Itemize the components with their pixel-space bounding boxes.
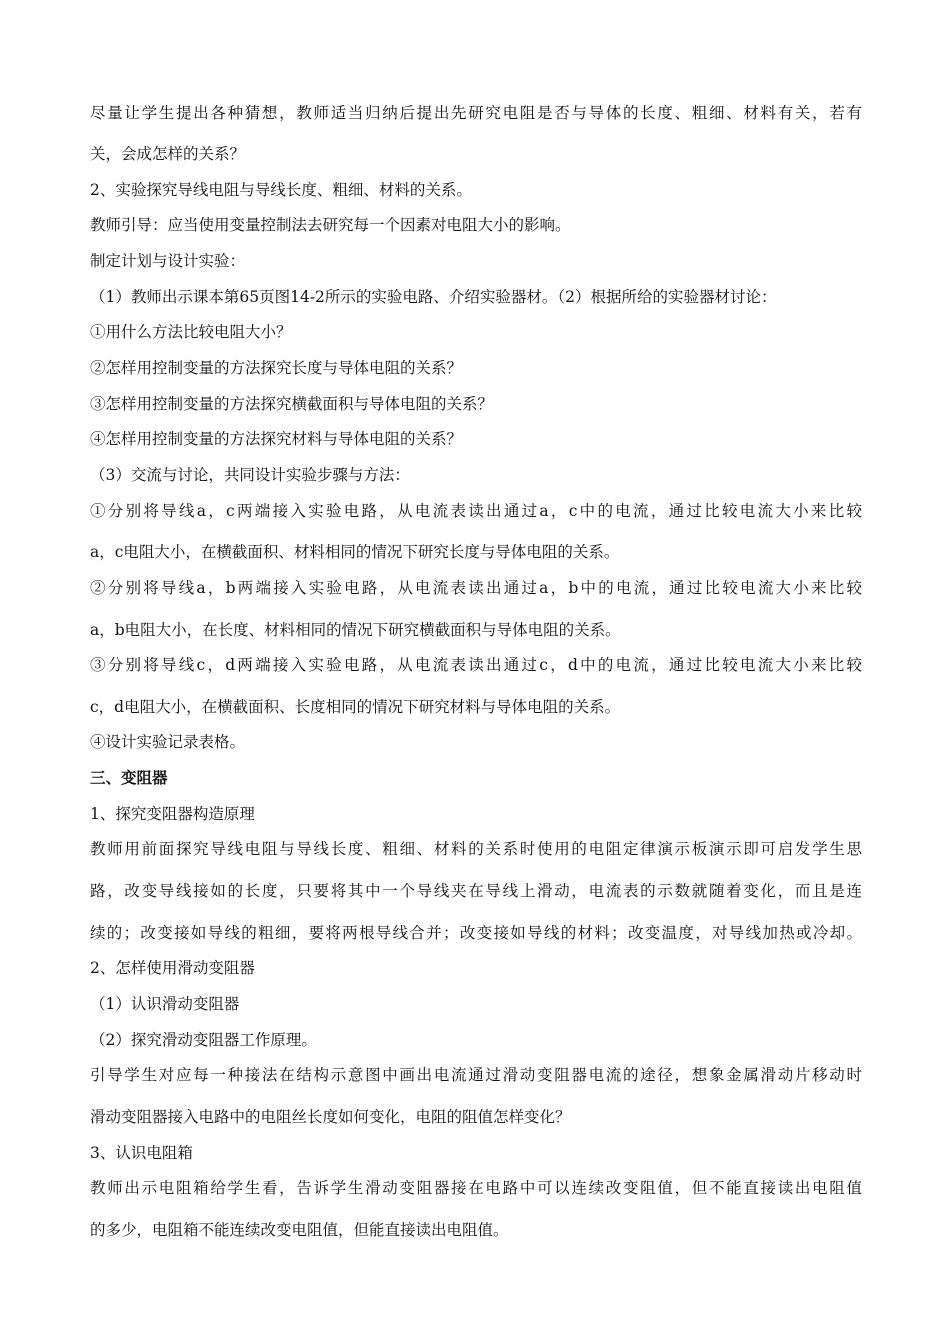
paragraph-line: 制定计划与设计实验：: [90, 252, 246, 270]
section-item: 1、探究变阻器构造原理: [90, 805, 255, 823]
paragraph-line: a，b电阻大小，在长度、材料相同的情况下研究横截面积与导体电阻的关系。: [90, 621, 621, 639]
paragraph-line: 教师出示电阻箱给学生看，告诉学生滑动变阻器接在电路中可以连续改变阻值，但不能直接读出电阻值: [90, 1179, 862, 1197]
list-item: ②分别将导线a，b两端接入实验电路，从电流表读出通过a，b中的电流，通过比较电流大小来比较: [90, 579, 862, 597]
list-item: ②怎样用控制变量的方法探究长度与导体电阻的关系？: [90, 359, 463, 377]
paragraph-line: （1）认识滑动变阻器: [90, 995, 240, 1013]
section-item: 2、实验探究导线电阻与导线长度、粗细、材料的关系。: [90, 181, 472, 199]
paragraph-line: 关，会成怎样的关系？: [90, 145, 246, 163]
section-item: 3、认识电阻箱: [90, 1144, 193, 1162]
list-item: ④设计实验记录表格。: [90, 733, 246, 751]
section-item: 2、怎样使用滑动变阻器: [90, 959, 255, 977]
list-item: ③怎样用控制变量的方法探究横截面积与导体电阻的关系？: [90, 395, 494, 413]
list-item: ①用什么方法比较电阻大小？: [90, 323, 292, 341]
paragraph-line: 的多少，电阻箱不能连续改变电阻值，但能直接读出电阻值。: [90, 1221, 509, 1239]
paragraph-line: （3）交流与讨论，共同设计实验步骤与方法：: [90, 466, 410, 484]
paragraph-line: a，c电阻大小，在横截面积、材料相同的情况下研究长度与导体电阻的关系。: [90, 543, 620, 561]
paragraph-line: 尽量让学生提出各种猜想，教师适当归纳后提出先研究电阻是否与导体的长度、粗细、材料有关，若有: [90, 104, 862, 122]
paragraph-line: 续的；改变接如导线的粗细，要将两根导线合并；改变接如导线的材料；改变温度，对导线加热或冷却。: [90, 924, 862, 942]
paragraph-line: （2）探究滑动变阻器工作原理。: [90, 1031, 317, 1049]
paragraph-line: 教师引导：应当使用变量控制法去研究每一个因素对电阻大小的影响。: [90, 216, 571, 234]
list-item: ③分别将导线c，d两端接入实验电路，从电流表读出通过c，d中的电流，通过比较电流大小来比较: [90, 656, 862, 674]
paragraph-line: 引导学生对应每一种接法在结构示意图中画出电流通过滑动变阻器电流的途径，想象金属滑动片移动时: [90, 1066, 862, 1084]
paragraph-line: c，d电阻大小，在横截面积、长度相同的情况下研究材料与导体电阻的关系。: [90, 698, 621, 716]
paragraph-line: 路，改变导线接如的长度，只要将其中一个导线夹在导线上滑动，电流表的示数就随着变化，而且是连: [90, 882, 862, 900]
list-item: ①分别将导线a，c两端接入实验电路，从电流表读出通过a，c中的电流，通过比较电流大小来比较: [90, 502, 862, 520]
paragraph-line: 教师用前面探究导线电阻与导线长度、粗细、材料的关系时使用的电阻定律演示板演示即可启发学生思: [90, 840, 862, 858]
paragraph-line: 滑动变阻器接入电路中的电阻丝长度如何变化，电阻的阻值怎样变化？: [90, 1108, 571, 1126]
paragraph-line: （1）教师出示课本第65页图14-2所示的实验电路、介绍实验器材。（2）根据所给的实验器材讨论：: [90, 288, 777, 306]
section-heading: 三、变阻器: [90, 769, 168, 787]
list-item: ④怎样用控制变量的方法探究材料与导体电阻的关系？: [90, 430, 463, 448]
